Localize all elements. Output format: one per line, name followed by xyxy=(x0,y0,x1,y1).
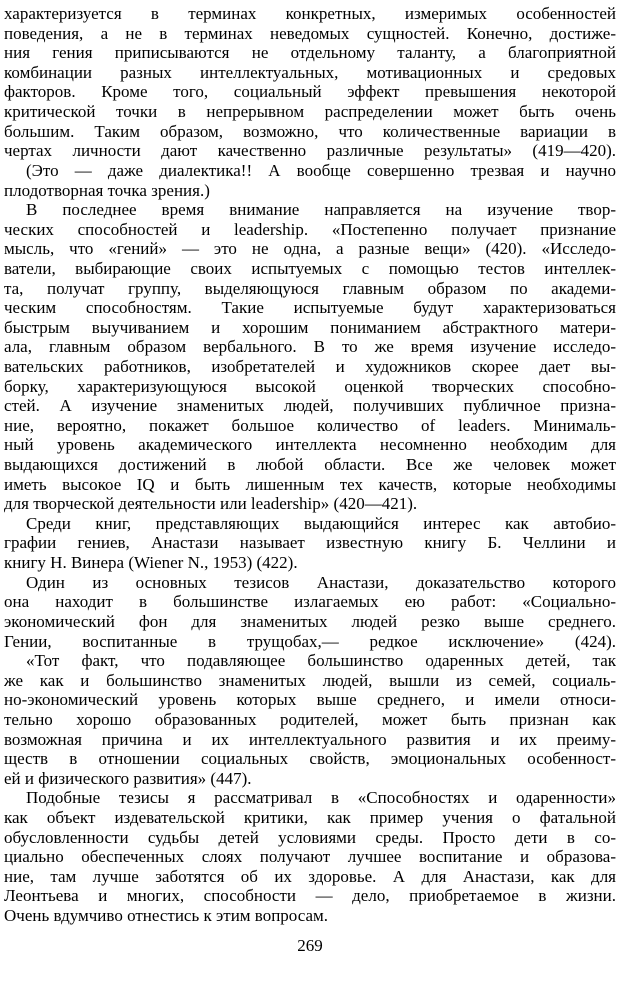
text-line: та, получат группу, выделяющуюся главным образом по академи- xyxy=(4,278,616,298)
text-line: же как и большинство знаменитых людей, вышли из семей, социаль- xyxy=(4,670,616,690)
text-line: Леонтьева и многих, способности — дело, приобретаемое в жизни. xyxy=(4,886,616,906)
text-line: быстрым выучиванием и хорошим пониманием абстрактного матери- xyxy=(4,317,616,337)
text-line: обусловленности судьбы детей условиями среды. Просто дети в со- xyxy=(4,827,616,847)
text-line: ние, там лучше заботятся об их здоровье. А для Анастази, как для xyxy=(4,866,616,886)
text-line: графии гениев, Анастази называет известную книгу Б. Челлини и xyxy=(4,533,616,553)
text-line: борку, характеризующуюся высокой оценкой творческих способно- xyxy=(4,376,616,396)
text-line: ческих способностей и leadership. «Постепенно получает признание xyxy=(4,219,616,239)
text-line: поведения, а не в терминах неведомых сущностей. Конечно, достиже- xyxy=(4,23,616,43)
text-line: мысль, что «гений» — это не одна, а разные вещи» (420). «Исследо- xyxy=(4,239,616,259)
text-line: В последнее время внимание направляется на изучение твор- xyxy=(26,200,616,220)
text-line: тельно хорошо образованных родителей, может быть признан как xyxy=(4,709,616,729)
text-line: критической точки в непрерывном распределении может быть очень xyxy=(4,102,616,121)
text-line: чертах личности дают качественно различные результаты» (419—420). xyxy=(4,141,616,161)
text-line: стей. А изучение знаменитых людей, получивших публичное призна- xyxy=(4,396,616,416)
text-line: Один из основных тезисов Анастази, доказательство которого xyxy=(26,572,616,592)
text-line: она находит в большинстве излагаемых ею работ: «Социально- xyxy=(4,592,616,612)
text-line: ния гения приписываются не отдельному таланту, а благоприятной xyxy=(4,43,616,63)
text-line: ей и физического развития» (447). xyxy=(4,768,252,788)
text-line: Очень вдумчиво отнестись к этим вопросам. xyxy=(4,906,329,925)
text-line: Подобные тезисы я рассматривал в «Способностях и одаренности» xyxy=(26,788,616,808)
text-line: характеризуется в терминах конкретных, измеримых особенностей xyxy=(4,4,616,23)
text-line: но-экономический уровень которых выше среднего, и имели относи- xyxy=(4,690,616,710)
page-number: 269 xyxy=(297,936,323,955)
text-line: ществ в отношении социальных свойств, эмоциональных особенност- xyxy=(4,749,616,769)
text-line: иметь высокое IQ и быть лишенным тех качеств, которые необходимы xyxy=(4,474,616,494)
text-line: «Тот факт, что подавляющее большинство одаренных детей, так xyxy=(26,651,616,671)
text-line: факторов. Кроме того, социальный эффект превышения некоторой xyxy=(4,82,616,102)
text-line: большим. Таким образом, возможно, что количественные вариации в xyxy=(4,121,616,141)
text-line: циально обеспеченных слоях получают лучшее воспитание и образова- xyxy=(4,847,616,867)
text-line: для творческой деятельности или leadership» (420—421). xyxy=(4,494,418,514)
text-line: возможная причина и их интеллектуального развития и их преиму- xyxy=(4,729,616,749)
text-line: выдающихся достижений в любой области. Все же человек может xyxy=(4,455,616,474)
text-line: ватели, выбирающие своих испытуемых с помощью тестов интеллек- xyxy=(4,258,616,278)
text-line: Гении, воспитанные в трущобах,— редкое исключение» (424). xyxy=(4,631,616,651)
text-line: комбинации разных интеллектуальных, мотивационных и средовых xyxy=(4,62,616,82)
text-line: ный уровень академического интеллекта несомненно необходим для xyxy=(4,435,616,455)
text-line: Среди книг, представляющих выдающийся интерес как автобио- xyxy=(26,513,616,533)
text-line: экономический фон для знаменитых людей резко выше среднего. xyxy=(4,611,616,631)
text-line: ние, вероятно, покажет большое количество of leaders. Минималь- xyxy=(4,415,616,435)
text-line: вательских работников, изобретателей и художников скорее дает вы- xyxy=(4,357,616,376)
text-line: (Это — даже диалектика!! А вообще совершенно трезвая и научно xyxy=(26,160,616,180)
text-line: плодотворная точка зрения.) xyxy=(4,180,210,200)
text-line: ческим способностям. Такие испытуемые будут характеризоваться xyxy=(4,298,616,318)
text-line: как объект издевательской критики, как пример учения о фатальной xyxy=(4,808,616,827)
text-line: ала, главным образом вербального. В то же время изучение исследо- xyxy=(4,337,616,357)
text-line: книгу Н. Винера (Wiener N., 1953) (422). xyxy=(4,553,298,572)
